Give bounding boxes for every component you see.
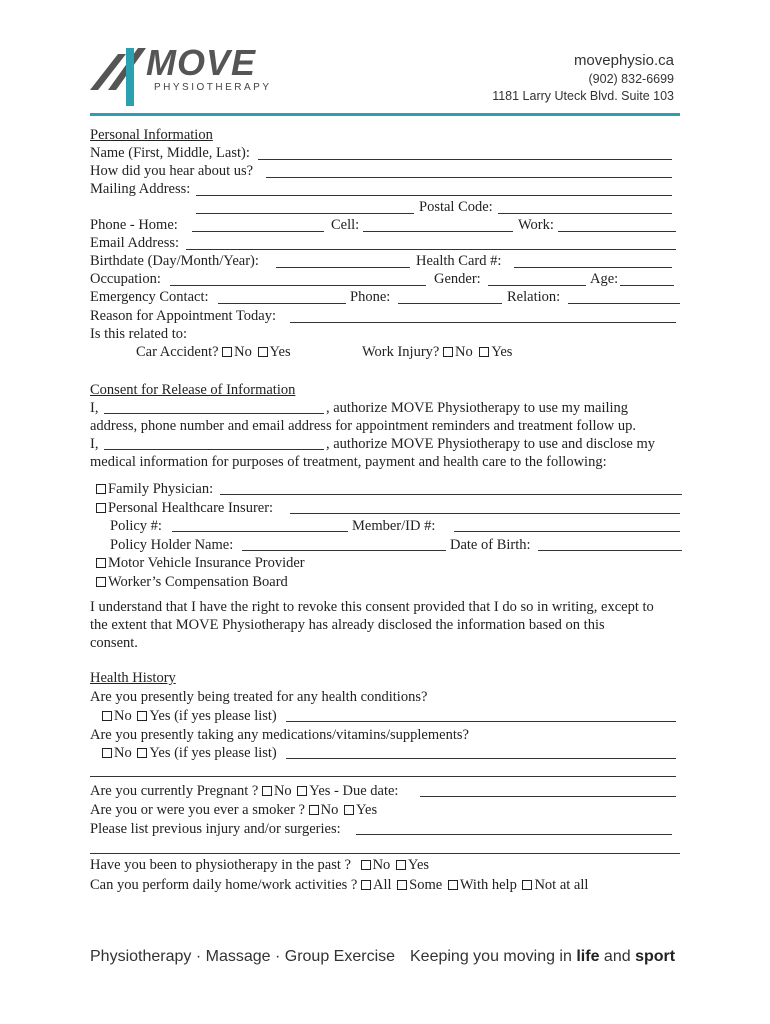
q2-yes-checkbox[interactable] — [137, 748, 147, 758]
pregnant-label: Are you currently Pregnant ? — [90, 783, 259, 799]
member-field[interactable] — [454, 531, 680, 532]
holder-label: Policy Holder Name: — [110, 537, 234, 553]
work-label: Work: — [518, 217, 554, 233]
emergency-label: Emergency Contact: — [90, 289, 209, 305]
gender-label: Gender: — [434, 271, 481, 287]
injury-field[interactable] — [356, 834, 672, 835]
q1-options — [102, 707, 277, 725]
daily-not-at-all-label: Not at all — [534, 877, 589, 893]
q1-label: Are you presently being treated for any health conditions? — [90, 689, 428, 705]
car-accident-label: Car Accident? — [136, 344, 219, 360]
logo-sub: PHYSIOTHERAPY — [154, 82, 272, 93]
policy-field[interactable] — [172, 531, 348, 532]
name-field[interactable] — [258, 159, 672, 160]
birthdate-label: Birthdate (Day/Month/Year): — [90, 253, 259, 269]
workers-row — [96, 573, 288, 591]
phone-home-label: Phone - Home: — [90, 217, 178, 233]
q2-no-label: No — [114, 745, 132, 761]
q2-yes-label: Yes (if yes please list) — [149, 745, 277, 761]
consent-line-1: , authorize MOVE Physiotherapy to use my mailing — [326, 400, 629, 416]
smoker-no-label: No — [320, 802, 339, 818]
age-field[interactable] — [620, 285, 674, 286]
hear-label: How did you hear about us? — [90, 163, 254, 179]
consent-name-field-1[interactable] — [104, 413, 324, 414]
injury-label: Please list previous injury and/or surgeries: — [90, 821, 341, 837]
birthdate-field[interactable] — [276, 267, 410, 268]
dob-label: Date of Birth: — [450, 537, 531, 553]
insurer-checkbox[interactable] — [96, 503, 106, 513]
footer-services: Physiotherapy · Massage · Group Exercise — [90, 948, 396, 965]
car-accident-yes-checkbox[interactable] — [258, 347, 268, 357]
q1-no-label: No — [114, 708, 132, 724]
insurer-label: Personal Healthcare Insurer: — [108, 500, 274, 516]
workers-checkbox[interactable] — [96, 577, 106, 587]
q1-no-checkbox[interactable] — [102, 711, 112, 721]
personal-heading: Personal Information — [90, 127, 213, 143]
q1-yes-label: Yes (if yes please list) — [149, 708, 277, 724]
footer-tagline — [410, 948, 675, 966]
q2-no-checkbox[interactable] — [102, 748, 112, 758]
physio-no-label: No — [372, 857, 391, 873]
consent-i-2: I, — [90, 436, 99, 452]
tagline-sport: sport — [635, 948, 676, 965]
physio-no-checkbox[interactable] — [361, 860, 371, 870]
member-label: Member/ID #: — [352, 518, 436, 534]
em-phone-field[interactable] — [398, 303, 502, 304]
smoker-yes-label: Yes — [355, 802, 378, 818]
em-phone-label: Phone: — [350, 289, 391, 305]
health-heading: Health History — [90, 670, 176, 686]
family-physician-checkbox[interactable] — [96, 484, 106, 494]
car-accident-no-checkbox[interactable] — [222, 347, 232, 357]
injury-field-2[interactable] — [90, 853, 680, 854]
smoker-no-checkbox[interactable] — [309, 805, 319, 815]
dob-field[interactable] — [538, 550, 682, 551]
consent-i-1: I, — [90, 400, 99, 416]
pregnant-no-label: No — [273, 783, 292, 799]
physio-yes-checkbox[interactable] — [396, 860, 406, 870]
daily-with-help-label: With help — [459, 877, 517, 893]
tagline-text: Keeping you moving in — [410, 948, 572, 965]
related-label: Is this related to: — [90, 326, 188, 342]
tagline-life: life — [576, 948, 600, 965]
health-card-field[interactable] — [514, 267, 672, 268]
smoker-yes-checkbox[interactable] — [344, 805, 354, 815]
insurer-row — [96, 499, 273, 517]
revoke-line-2: the extent that MOVE Physiotherapy has already disclosed the information based on this — [90, 617, 605, 633]
q2-label: Are you presently taking any medications/vitamins/supplements? — [90, 727, 469, 743]
q2-options — [102, 744, 277, 762]
revoke-line-1: I understand that I have the right to revoke this consent provided that I do so in writing, except to — [90, 599, 654, 615]
family-physician-field[interactable] — [220, 494, 682, 495]
work-injury-yes-label: Yes — [491, 344, 513, 360]
q1-yes-checkbox[interactable] — [137, 711, 147, 721]
workers-label: Worker’s Compensation Board — [108, 574, 288, 590]
physio-row — [90, 856, 429, 874]
address: 1181 Larry Uteck Blvd. Suite 103 — [492, 89, 674, 103]
header-divider — [90, 113, 680, 116]
phone-home-field[interactable] — [192, 231, 324, 232]
name-label: Name (First, Middle, Last): — [90, 145, 250, 161]
car-accident-row — [136, 343, 291, 361]
work-injury-no-label: No — [454, 344, 473, 360]
daily-label: Can you perform daily home/work activities ? — [90, 877, 358, 893]
consent-line-3: , authorize MOVE Physiotherapy to use and disclose my — [326, 436, 656, 452]
due-date-field[interactable] — [420, 796, 676, 797]
phone: (902) 832-6699 — [588, 72, 674, 86]
mailing-field[interactable] — [196, 195, 672, 196]
family-physician-label: Family Physician: — [108, 481, 214, 497]
brand-logo — [88, 44, 308, 108]
motor-checkbox[interactable] — [96, 558, 106, 568]
policy-label: Policy #: — [110, 518, 162, 534]
work-field[interactable] — [558, 231, 676, 232]
reason-label: Reason for Appointment Today: — [90, 308, 276, 324]
car-accident-yes-label: Yes — [269, 344, 291, 360]
q1-list-field[interactable] — [286, 721, 676, 722]
cell-label: Cell: — [331, 217, 360, 233]
tagline-and: and — [603, 948, 631, 965]
daily-row — [90, 876, 588, 894]
daily-with-help-checkbox[interactable] — [448, 880, 458, 890]
logo-word: MOVE — [146, 42, 257, 83]
email-field[interactable] — [186, 249, 676, 250]
car-accident-no-label: No — [234, 344, 252, 360]
pregnant-yes-checkbox[interactable] — [297, 786, 307, 796]
insurer-field[interactable] — [290, 513, 680, 514]
emergency-field[interactable] — [218, 303, 346, 304]
q2-list-field[interactable] — [286, 758, 676, 759]
mailing-label: Mailing Address: — [90, 181, 191, 197]
pregnant-yes-label: Yes - Due date: — [309, 783, 399, 799]
consent-line-2: address, phone number and email address for appointment reminders and treatment follow up. — [90, 418, 637, 434]
postal-field[interactable] — [498, 213, 672, 214]
relation-field[interactable] — [568, 303, 680, 304]
daily-not-at-all-checkbox[interactable] — [522, 880, 532, 890]
hear-field[interactable] — [266, 177, 672, 178]
age-label: Age: — [590, 271, 619, 287]
motor-label: Motor Vehicle Insurance Provider — [108, 555, 305, 571]
email-label: Email Address: — [90, 235, 180, 251]
family-physician-row — [96, 480, 213, 498]
daily-all-checkbox[interactable] — [361, 880, 371, 890]
gender-field[interactable] — [488, 285, 586, 286]
pregnant-row — [90, 782, 398, 800]
cell-field[interactable] — [363, 231, 513, 232]
relation-label: Relation: — [507, 289, 561, 305]
daily-all-label: All — [373, 877, 392, 893]
health-card-label: Health Card #: — [416, 253, 502, 269]
physio-label: Have you been to physiotherapy in the past ? — [90, 857, 351, 873]
motor-row — [96, 554, 305, 572]
physio-yes-label: Yes — [407, 857, 430, 873]
occupation-label: Occupation: — [90, 271, 161, 287]
smoker-label: Are you or were you ever a smoker ? — [90, 802, 305, 818]
reason-field[interactable] — [290, 322, 676, 323]
work-injury-label: Work Injury? — [362, 344, 440, 360]
revoke-line-3: consent. — [90, 635, 138, 651]
consent-line-4: medical information for purposes of treatment, payment and health care to the following: — [90, 454, 607, 470]
work-injury-no-checkbox[interactable] — [443, 347, 453, 357]
q2-list-field-2[interactable] — [90, 776, 676, 777]
pregnant-no-checkbox[interactable] — [262, 786, 272, 796]
work-injury-yes-checkbox[interactable] — [479, 347, 489, 357]
daily-some-checkbox[interactable] — [397, 880, 407, 890]
smoker-row — [90, 801, 377, 819]
postal-label: Postal Code: — [419, 199, 493, 215]
consent-name-field-2[interactable] — [104, 449, 324, 450]
work-injury-row — [362, 343, 512, 361]
holder-field[interactable] — [242, 550, 446, 551]
occupation-field[interactable] — [170, 285, 426, 286]
consent-heading: Consent for Release of Information — [90, 382, 296, 398]
daily-some-label: Some — [409, 877, 443, 893]
mailing-field-2[interactable] — [196, 213, 414, 214]
website[interactable]: movephysio.ca — [573, 52, 674, 69]
